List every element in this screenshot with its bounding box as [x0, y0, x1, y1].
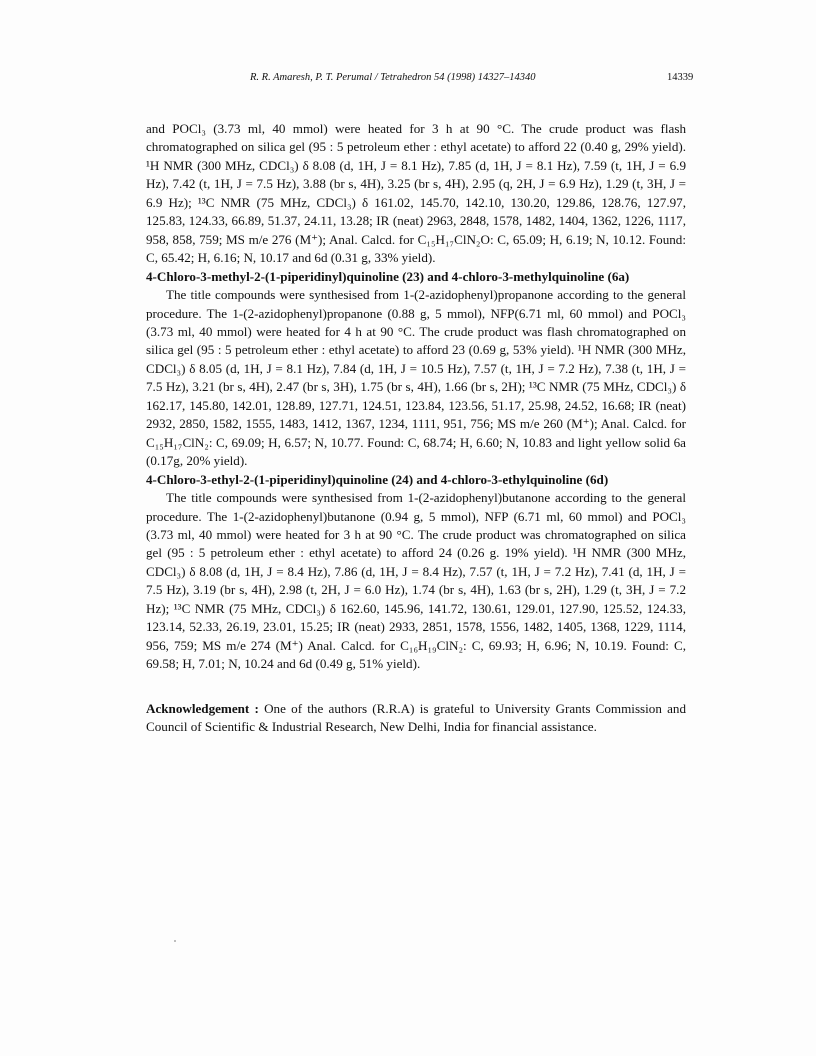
- section-heading-compound-24: 4-Chloro-3-ethyl-2-(1-piperidinyl)quinoline (24) and 4-chloro-3-ethylquinoline (6d): [146, 471, 609, 487]
- page-number: 14339: [667, 72, 694, 83]
- acknowledgement: [146, 700, 686, 737]
- section-heading-compound-23: 4-Chloro-3-methyl-2-(1-piperidinyl)quinoline (23) and 4-chloro-3-methylquinoline (6a): [146, 268, 630, 284]
- paragraph-compound-23-data: The title compounds were synthesised from 1-(2-azidophenyl)propanone according to the general procedure. The 1-(2-azidophenyl)propanone (0.88 g, 5 mmol), NFP(6.71 ml, 60 mmol) and POCl₃ (3.73 ml, 40 mmol) were heated for 4 h at 90 °C. The crude product was flash chromatographed on silica gel (95 : 5 petroleum ether : ethyl acetate) to afford 23 (0.69 g, 53% yield). ¹H NMR (300 MHz, CDCl₃) δ 8.05 (d, 1H, J = 8.1 Hz), 7.84 (d, 1H, J = 10.5 Hz), 7.57 (t, 1H, J = 7.2 Hz), 7.38 (t, 1H, J = 7.5 Hz), 3.21 (br s, 4H), 2.47 (br s, 3H), 1.75 (br s, 4H), 1.66 (br s, 2H); ¹³C NMR (75 MHz, CDCl₃) δ 162.17, 145.80, 142.01, 128.89, 127.71, 124.51, 123.84, 123.56, 51.17, 25.98, 24.52, 16.68; IR (neat) 2932, 2850, 1582, 1555, 1483, 1412, 1367, 1234, 1111, 951, 756; MS m/e 260 (M⁺); Anal. Calcd. for C₁₅H₁₇ClN₂: C, 69.09; H, 6.57; N, 10.77. Found: C, 68.74; H, 6.60; N, 10.83 and light yellow solid 6a (0.17g, 20% yield).: [146, 287, 686, 469]
- paragraph-compound-24-data: The title compounds were synthesised from 1-(2-azidophenyl)butanone according to the general procedure. The 1-(2-azidophenyl)butanone (0.94 g, 5 mmol), NFP (6.71 ml, 60 mmol) and POCl₃ (3.73 ml, 40 mmol) were heated for 3 h at 90 °C. The crude product was chromatographed on silica gel (95 : 5 petroleum ether : ethyl acetate) to afford 24 (0.26 g. 19% yield). ¹H NMR (300 MHz, CDCl₃) δ 8.08 (d, 1H, J = 8.4 Hz), 7.86 (d, 1H, J = 8.4 Hz), 7.57 (t, 1H, J = 7.2 Hz), 7.41 (d, 1H, J = 7.5 Hz), 3.19 (br s, 4H), 2.98 (t, 2H, J = 6.0 Hz), 1.74 (br s, 4H), 1.63 (br s, 2H), 1.29 (t, 3H, J = 7.2 Hz); ¹³C NMR (75 MHz, CDCl₃) δ 162.60, 145.96, 141.72, 130.61, 129.01, 127.90, 125.52, 124.33, 123.14, 52.33, 26.19, 23.01, 15.25; IR (neat) 2933, 2851, 1578, 1556, 1482, 1405, 1368, 1229, 1114, 956, 759; MS m/e 274 (M⁺) Anal. Calcd. for C₁₆H₁₉ClN₂: C, 69.93; H, 6.96; N, 10.19. Found: C, 69.58; H, 7.01; N, 10.24 and 6d (0.49 g, 51% yield).: [146, 490, 686, 672]
- acknowledgement-label: Acknowledgement :: [146, 700, 259, 716]
- running-head: R. R. Amaresh, P. T. Perumal / Tetrahedron 54 (1998) 14327–14340: [250, 72, 536, 83]
- body-text: [146, 120, 686, 737]
- paragraph-compound-22-data: and POCl₃ (3.73 ml, 40 mmol) were heated for 3 h at 90 °C. The crude product was flash chromatographed on silica gel (95 : 5 petroleum ether : ethyl acetate) to afford 22 (0.40 g, 29% yield). ¹H NMR (300 MHz, CDCl₃) δ 8.08 (d, 1H, J = 8.1 Hz), 7.85 (d, 1H, J = 8.1 Hz), 7.59 (t, 1H, J = 6.9 Hz), 7.42 (t, 1H, J = 7.5 Hz), 3.88 (br s, 4H), 3.25 (br s, 4H), 2.95 (q, 2H, J = 6.9 Hz), 1.29 (t, 3H, J = 6.9 Hz); ¹³C NMR (75 MHz, CDCl₃) δ 161.02, 145.70, 142.10, 130.20, 129.86, 128.76, 127.97, 125.83, 124.33, 66.89, 51.37, 24.11, 13.28; IR (neat) 2963, 2848, 1578, 1482, 1404, 1362, 1226, 1117, 958, 858, 759; MS m/e 276 (M⁺); Anal. Calcd. for C₁₅H₁₇ClN₂O: C, 65.09; H, 6.19; N, 10.12. Found: C, 65.42; H, 6.16; N, 10.17 and 6d (0.31 g, 33% yield).: [146, 121, 686, 266]
- scan-speck: [174, 940, 176, 942]
- acknowledgement-text: One of the authors (R.R.A) is grateful to University Grants Commission and Council of Scientific & Industrial Research, New Delhi, India for financial assistance.: [146, 700, 686, 735]
- page-header: [0, 72, 816, 90]
